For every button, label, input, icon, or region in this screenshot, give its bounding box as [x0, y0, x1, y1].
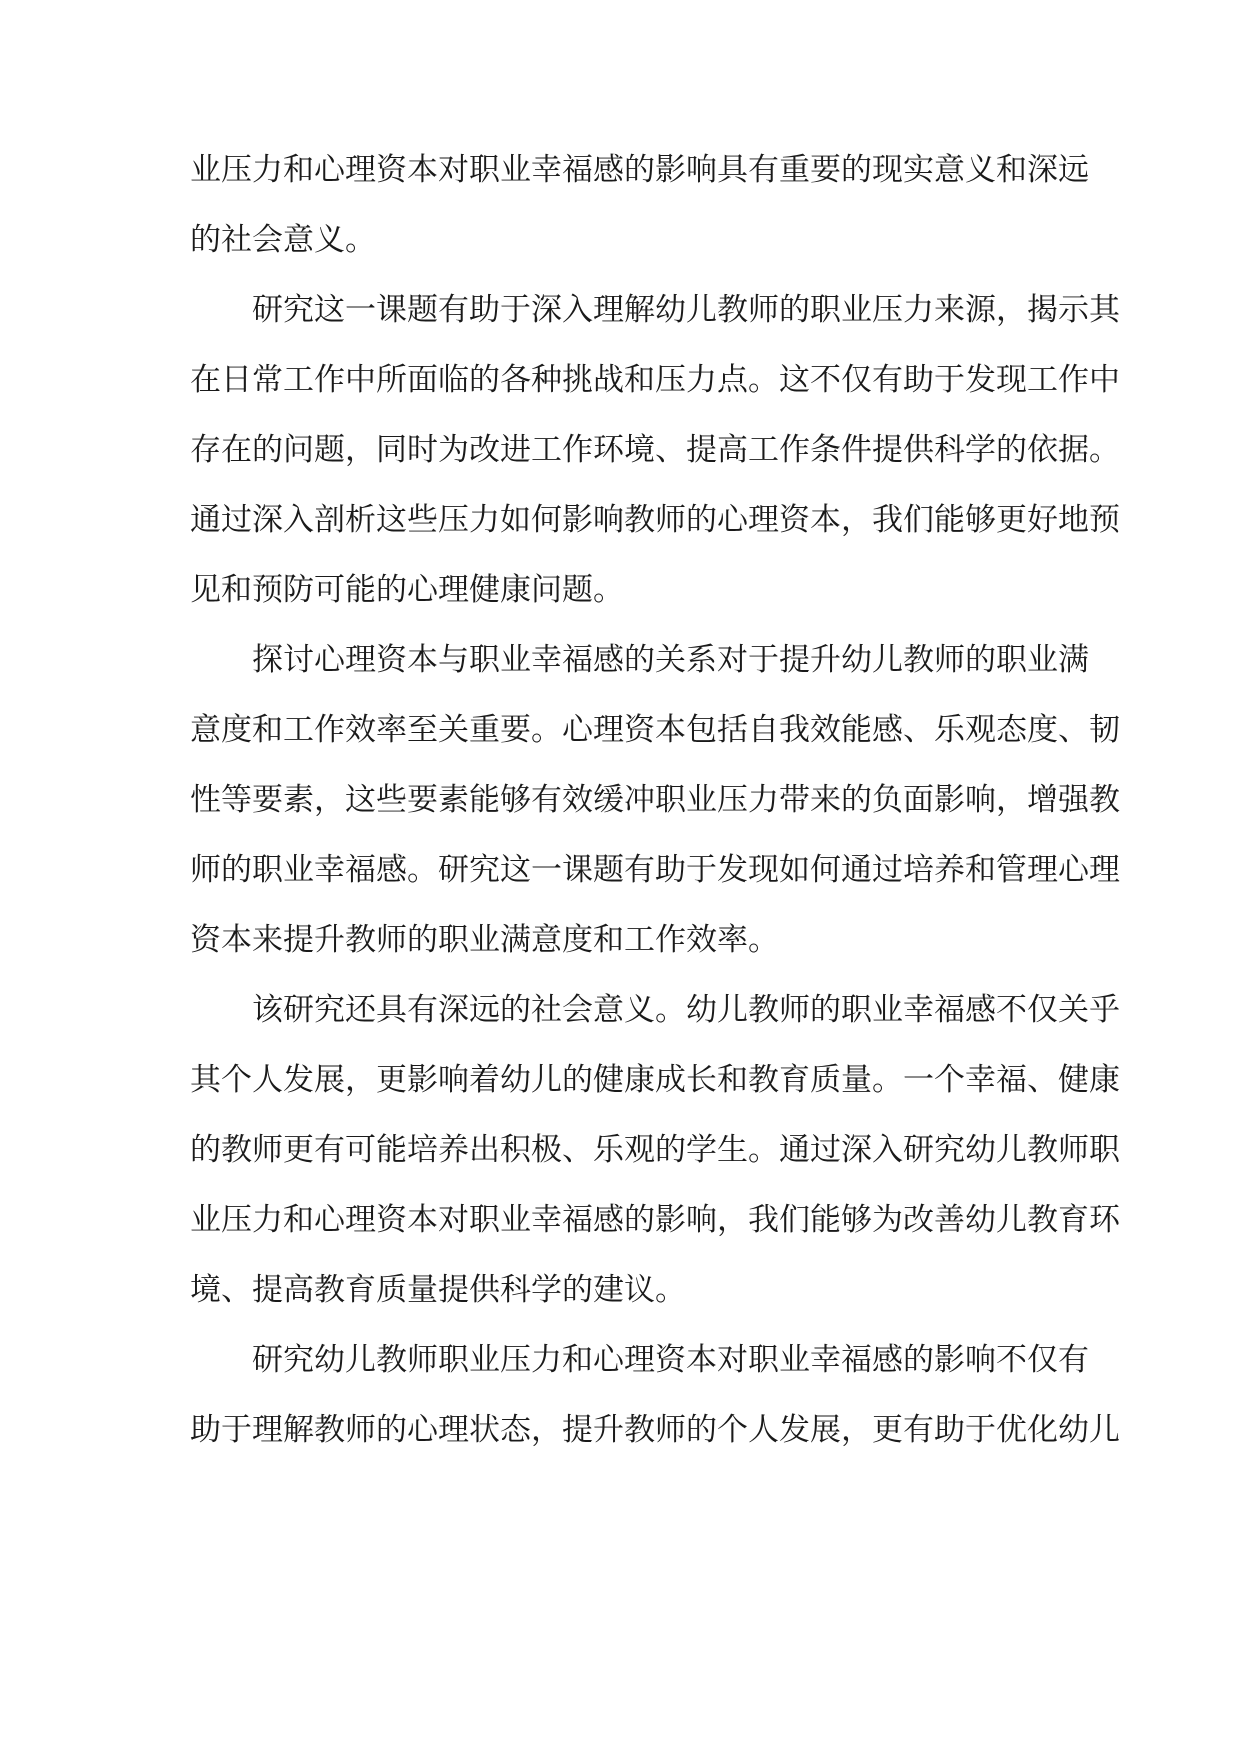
text-line: 的教师更有可能培养出积极、乐观的学生。通过深入研究幼儿教师职 — [190, 1132, 1120, 1168]
paragraph-first-line: 研究幼儿教师职业压力和心理资本对职业幸福感的影响不仅有 — [252, 1342, 1089, 1378]
text-line: 意度和工作效率至关重要。心理资本包括自我效能感、乐观态度、韧 — [190, 712, 1120, 748]
text-line: 存在的问题，同时为改进工作环境、提高工作条件提供科学的依据。 — [190, 432, 1120, 468]
text-line: 通过深入剖析这些压力如何影响教师的心理资本，我们能够更好地预 — [190, 502, 1120, 538]
text-line: 性等要素，这些要素能够有效缓冲职业压力带来的负面影响，增强教 — [190, 782, 1120, 818]
text-line: 的社会意义。 — [190, 222, 376, 258]
text-line: 业压力和心理资本对职业幸福感的影响，我们能够为改善幼儿教育环 — [190, 1202, 1120, 1238]
text-line: 其个人发展，更影响着幼儿的健康成长和教育质量。一个幸福、健康 — [190, 1062, 1120, 1098]
paragraph-first-line: 研究这一课题有助于深入理解幼儿教师的职业压力来源，揭示其 — [252, 292, 1120, 328]
body-text — [190, 135, 1120, 1465]
text-line: 在日常工作中所面临的各种挑战和压力点。这不仅有助于发现工作中 — [190, 362, 1120, 398]
text-line: 师的职业幸福感。研究这一课题有助于发现如何通过培养和管理心理 — [190, 852, 1120, 888]
text-line: 助于理解教师的心理状态，提升教师的个人发展，更有助于优化幼儿 — [190, 1412, 1120, 1448]
paragraph-first-line: 该研究还具有深远的社会意义。幼儿教师的职业幸福感不仅关乎 — [252, 992, 1120, 1028]
text-line: 业压力和心理资本对职业幸福感的影响具有重要的现实意义和深远 — [190, 152, 1089, 188]
text-line: 见和预防可能的心理健康问题。 — [190, 572, 624, 608]
paragraph-first-line: 探讨心理资本与职业幸福感的关系对于提升幼儿教师的职业满 — [252, 642, 1089, 678]
text-line: 境、提高教育质量提供科学的建议。 — [190, 1272, 686, 1308]
text-line: 资本来提升教师的职业满意度和工作效率。 — [190, 922, 779, 958]
